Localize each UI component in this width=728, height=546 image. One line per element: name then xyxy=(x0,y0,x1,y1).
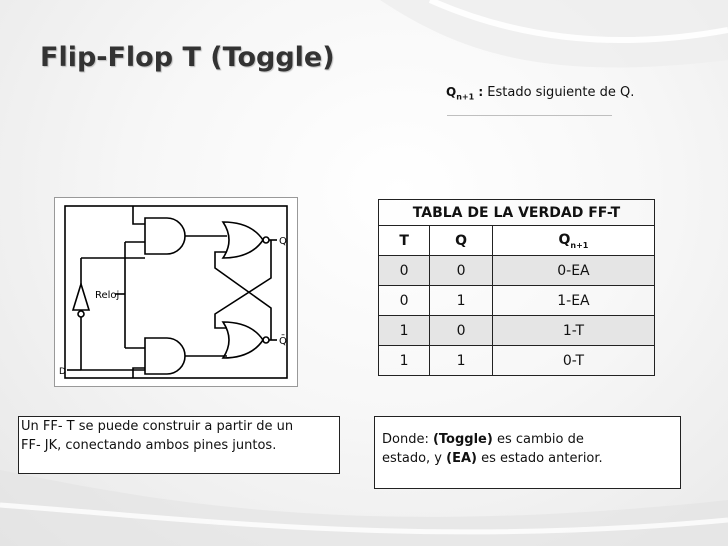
legend-line2-pre: estado, y xyxy=(382,451,447,466)
note-separator: : xyxy=(474,85,484,99)
cell-t: 1 xyxy=(379,316,430,346)
header-t: T xyxy=(379,226,430,256)
construction-note-box xyxy=(18,416,340,474)
cell-t: 1 xyxy=(379,346,430,376)
legend-mid: es cambio de xyxy=(492,432,584,447)
construction-note-line2: FF- JK, conectando ambos pines juntos. xyxy=(21,438,277,453)
header-q: Q xyxy=(430,226,493,256)
cell-q: 1 xyxy=(430,286,493,316)
note-symbol-sub: n+1 xyxy=(456,92,475,102)
cell-q: 0 xyxy=(430,256,493,286)
page-title: Flip-Flop T (Toggle) xyxy=(40,42,335,73)
legend-prefix: Donde: xyxy=(382,432,433,447)
divider xyxy=(447,115,612,116)
legend-note-box xyxy=(374,416,681,489)
table-row xyxy=(379,346,655,376)
cell-qn: 1-T xyxy=(492,316,654,346)
legend-line2-post: es estado anterior. xyxy=(476,451,603,466)
truth-table xyxy=(378,199,655,376)
cell-t: 0 xyxy=(379,256,430,286)
legend-toggle: (Toggle) xyxy=(432,432,493,447)
construction-note-line1: Un FF- T se puede construir a partir de un xyxy=(21,419,294,434)
legend-ea: (EA) xyxy=(446,451,477,466)
label-qbar: Q̄ xyxy=(279,336,287,347)
circuit-diagram xyxy=(54,197,298,387)
cell-qn: 0-EA xyxy=(492,256,654,286)
label-q: Q xyxy=(279,236,287,247)
note-symbol: Q xyxy=(446,85,457,99)
header-qn-symbol: Q xyxy=(558,231,571,248)
table-row xyxy=(379,286,655,316)
flip-flop-circuit-icon xyxy=(55,198,297,386)
cell-q: 1 xyxy=(430,346,493,376)
cell-t: 0 xyxy=(379,286,430,316)
table-caption: TABLA DE LA VERDAD FF-T xyxy=(379,200,655,226)
label-reloj: Reloj xyxy=(95,290,120,301)
label-d: D xyxy=(59,367,66,377)
header-qn xyxy=(492,226,654,256)
definition-note xyxy=(446,85,634,102)
cell-q: 0 xyxy=(430,316,493,346)
note-text: Estado siguiente de Q. xyxy=(483,85,635,100)
cell-qn: 1-EA xyxy=(492,286,654,316)
table-row xyxy=(379,256,655,286)
cell-qn: 0-T xyxy=(492,346,654,376)
table-row xyxy=(379,316,655,346)
header-qn-sub: n+1 xyxy=(570,240,589,250)
